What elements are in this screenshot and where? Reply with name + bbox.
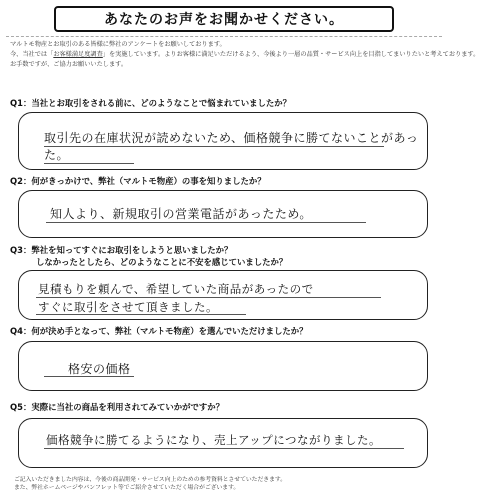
intro-line-2: 今、当社では「お客様満足度調査」を実施しています。よりお客様に満足いただけるよう、今後より一層の品質・サービス向上を目指してまいりたいと考えております。 — [10, 51, 479, 58]
intro-line-1: マルトモ物産とお取引のある皆様に弊社のアンケートをお願いしております。 — [10, 41, 226, 48]
answer-4-underline — [44, 376, 134, 377]
answer-5-underline — [44, 448, 404, 449]
question-3-label-2: しなかったとしたら、どのようなことに不安を感じていましたか？ — [36, 257, 288, 267]
intro-line-3: お手数ですが、ご協力お願いいたします。 — [10, 61, 128, 68]
answer-1-underline — [44, 146, 384, 147]
question-4-label: Q4：何が決め手となって、弊社（マルトモ物産）を選んでいただけましたか？ — [10, 326, 308, 336]
answer-3-text-2: すぐに取引をさせて頂きました。 — [38, 300, 218, 314]
survey-title-text: あなたのお声をお聞かせください。 — [104, 12, 344, 28]
question-2-label: Q2：何がきっかけで、弊社（マルトモ物産）の事を知りましたか？ — [10, 176, 266, 186]
footer-line-2: また、弊社ホームページやパンフレット等でご紹介させていただく場合がございます。 — [14, 485, 240, 491]
answer-2-underline — [46, 222, 366, 223]
question-5-label: Q5：実際に当社の商品を利用されてみていかがですか？ — [10, 402, 224, 412]
intro-text — [10, 40, 479, 70]
question-3-label: Q3：弊社を知ってすぐにお取引をしようと思いましたか？ — [10, 245, 233, 255]
intro-highlight: お客様満足度調査 — [53, 51, 103, 58]
header-divider — [6, 36, 442, 37]
survey-title — [54, 6, 394, 32]
answer-2-text: 知人より、新規取引の営業電話があったため。 — [50, 207, 312, 221]
answer-3-underline — [36, 297, 381, 298]
footer-note — [14, 476, 434, 492]
answer-4-text: 格安の価格 — [68, 362, 131, 376]
question-1-label: Q1：当社とお取引をされる前に、どのようなことで悩まれていましたか？ — [10, 98, 291, 108]
footer-line-1: ご記入いただきました内容は、今後の商品開発・サービス向上のための参考資料とさせていただきます。 — [14, 477, 286, 483]
answer-3-text: 見積もりを頼んで、希望していた商品があったので — [38, 282, 314, 296]
answer-3-underline-2 — [36, 314, 246, 315]
answer-1-underline-2 — [44, 163, 134, 164]
answer-5-text: 価格競争に勝てるようになり、売上アップにつながりました。 — [46, 433, 381, 447]
answer-1-text: 取引先の在庫状況が読めないため、価格競争に勝てないことがあった。 — [44, 131, 419, 162]
